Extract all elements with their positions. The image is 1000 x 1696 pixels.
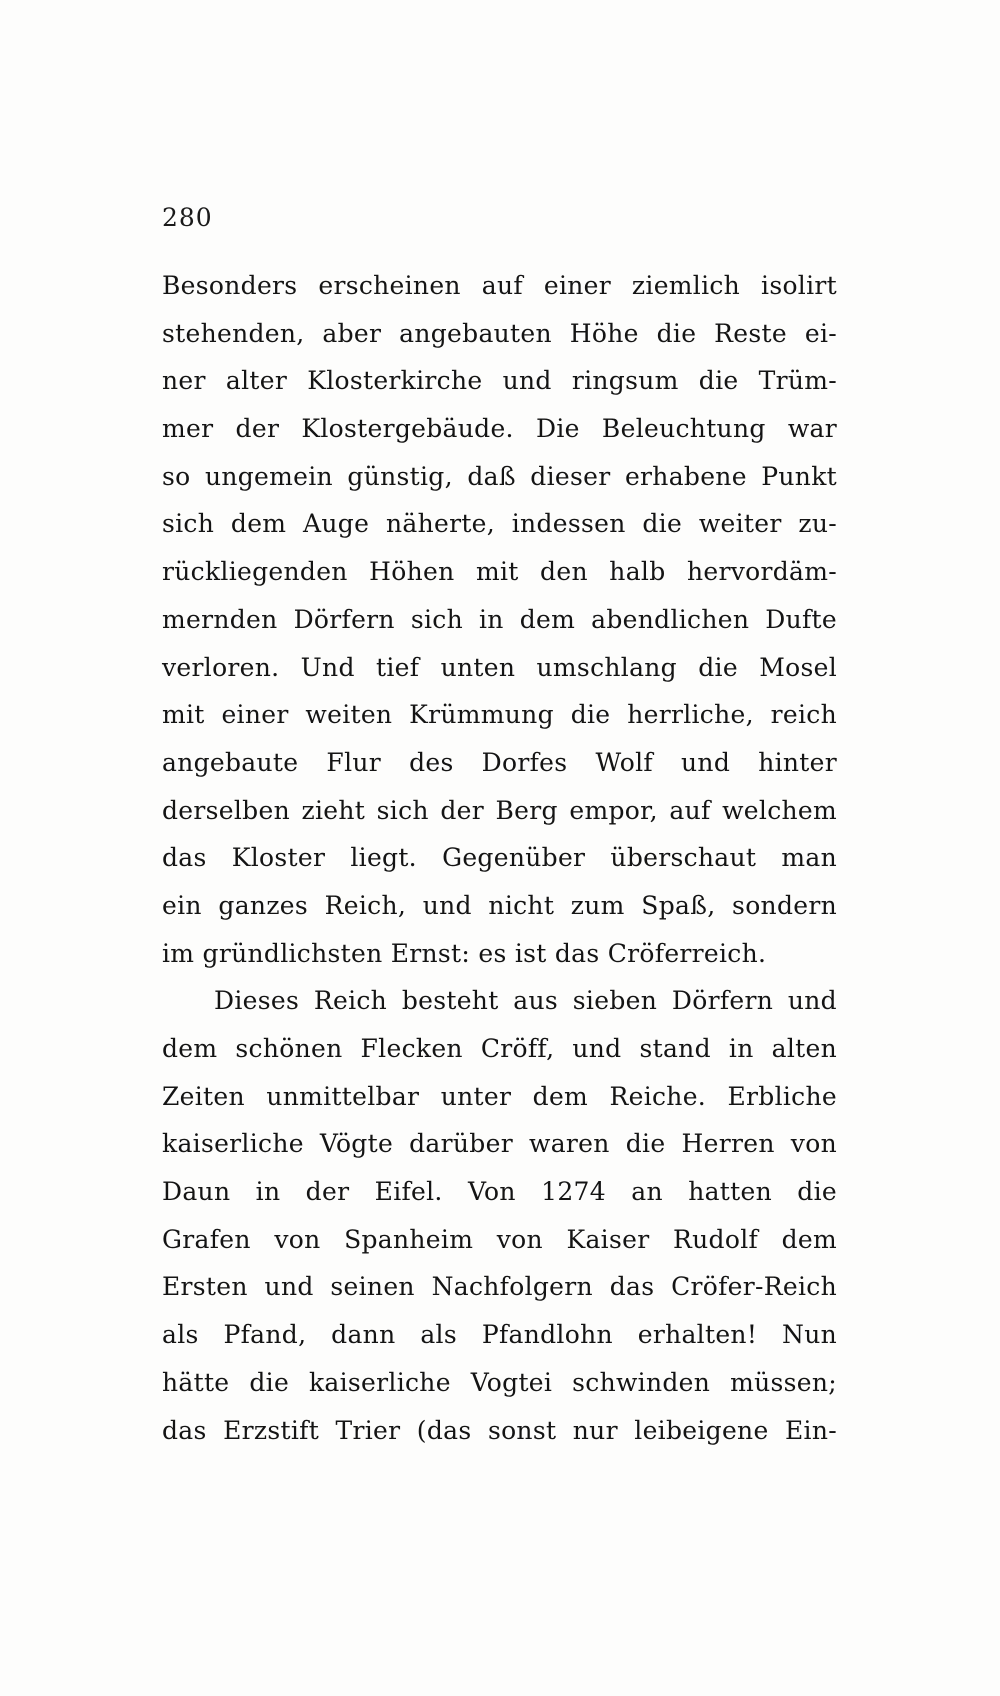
text-line: stehenden, aber angebauten Höhe die Reste ei- [162,318,837,348]
text-line: mernden Dörfern sich in dem abendlichen Dufte [162,604,837,634]
text-line: Besonders erscheinen auf einer ziemlich isolirt [162,271,837,300]
text-line: rückliegenden Höhen mit den halb hervordäm- [162,557,837,587]
text-line: mit einer weiten Krümmung die herrliche, reich [162,700,837,730]
page-number: 280 [162,203,213,232]
text-line: Ersten und seinen Nachfolgern das Cröfer-Reich [162,1272,837,1302]
text-line: dem schönen Flecken Cröff, und stand in alten [162,1034,837,1063]
text-line: so ungemein günstig, daß dieser erhabene Punkt [162,461,837,491]
text-line: Daun in der Eifel. Von 1274 an hatten die [162,1177,837,1207]
text-line: Zeiten unmittelbar unter dem Reiche. Erbliche [162,1081,837,1111]
paragraph-1 [162,262,837,977]
text-line: ner alter Klosterkirche und ringsum die Trüm- [162,366,837,396]
text-line: als Pfand, dann als Pfandlohn erhalten! Nun [162,1320,837,1350]
text-line: Dieses Reich besteht aus sieben Dörfern und [214,986,837,1016]
text-line: das Erzstift Trier (das sonst nur leibeigene Ein- [162,1415,837,1445]
text-line: Grafen von Spanheim von Kaiser Rudolf dem [162,1224,837,1254]
text-line: derselben zieht sich der Berg empor, auf welchem [162,795,837,825]
text-line: angebaute Flur des Dorfes Wolf und hinter [162,747,837,777]
text-line: sich dem Auge näherte, indessen die weiter zu- [162,509,837,539]
text-line: ein ganzes Reich, und nicht zum Spaß, sondern [162,890,837,920]
text-line: mer der Klostergebäude. Die Beleuchtung war [162,414,837,444]
text-line: kaiserliche Vögte darüber waren die Herren von [162,1129,837,1159]
body-text [162,262,837,1454]
paragraph-2 [162,977,837,1454]
text-line: das Kloster liegt. Gegenüber überschaut man [162,843,837,873]
text-line: hätte die kaiserliche Vogtei schwinden müssen; [162,1367,837,1397]
text-line: verloren. Und tief unten umschlang die Mosel [162,652,837,682]
text-line: im gründlichsten Ernst: es ist das Cröferreich. [162,938,767,968]
